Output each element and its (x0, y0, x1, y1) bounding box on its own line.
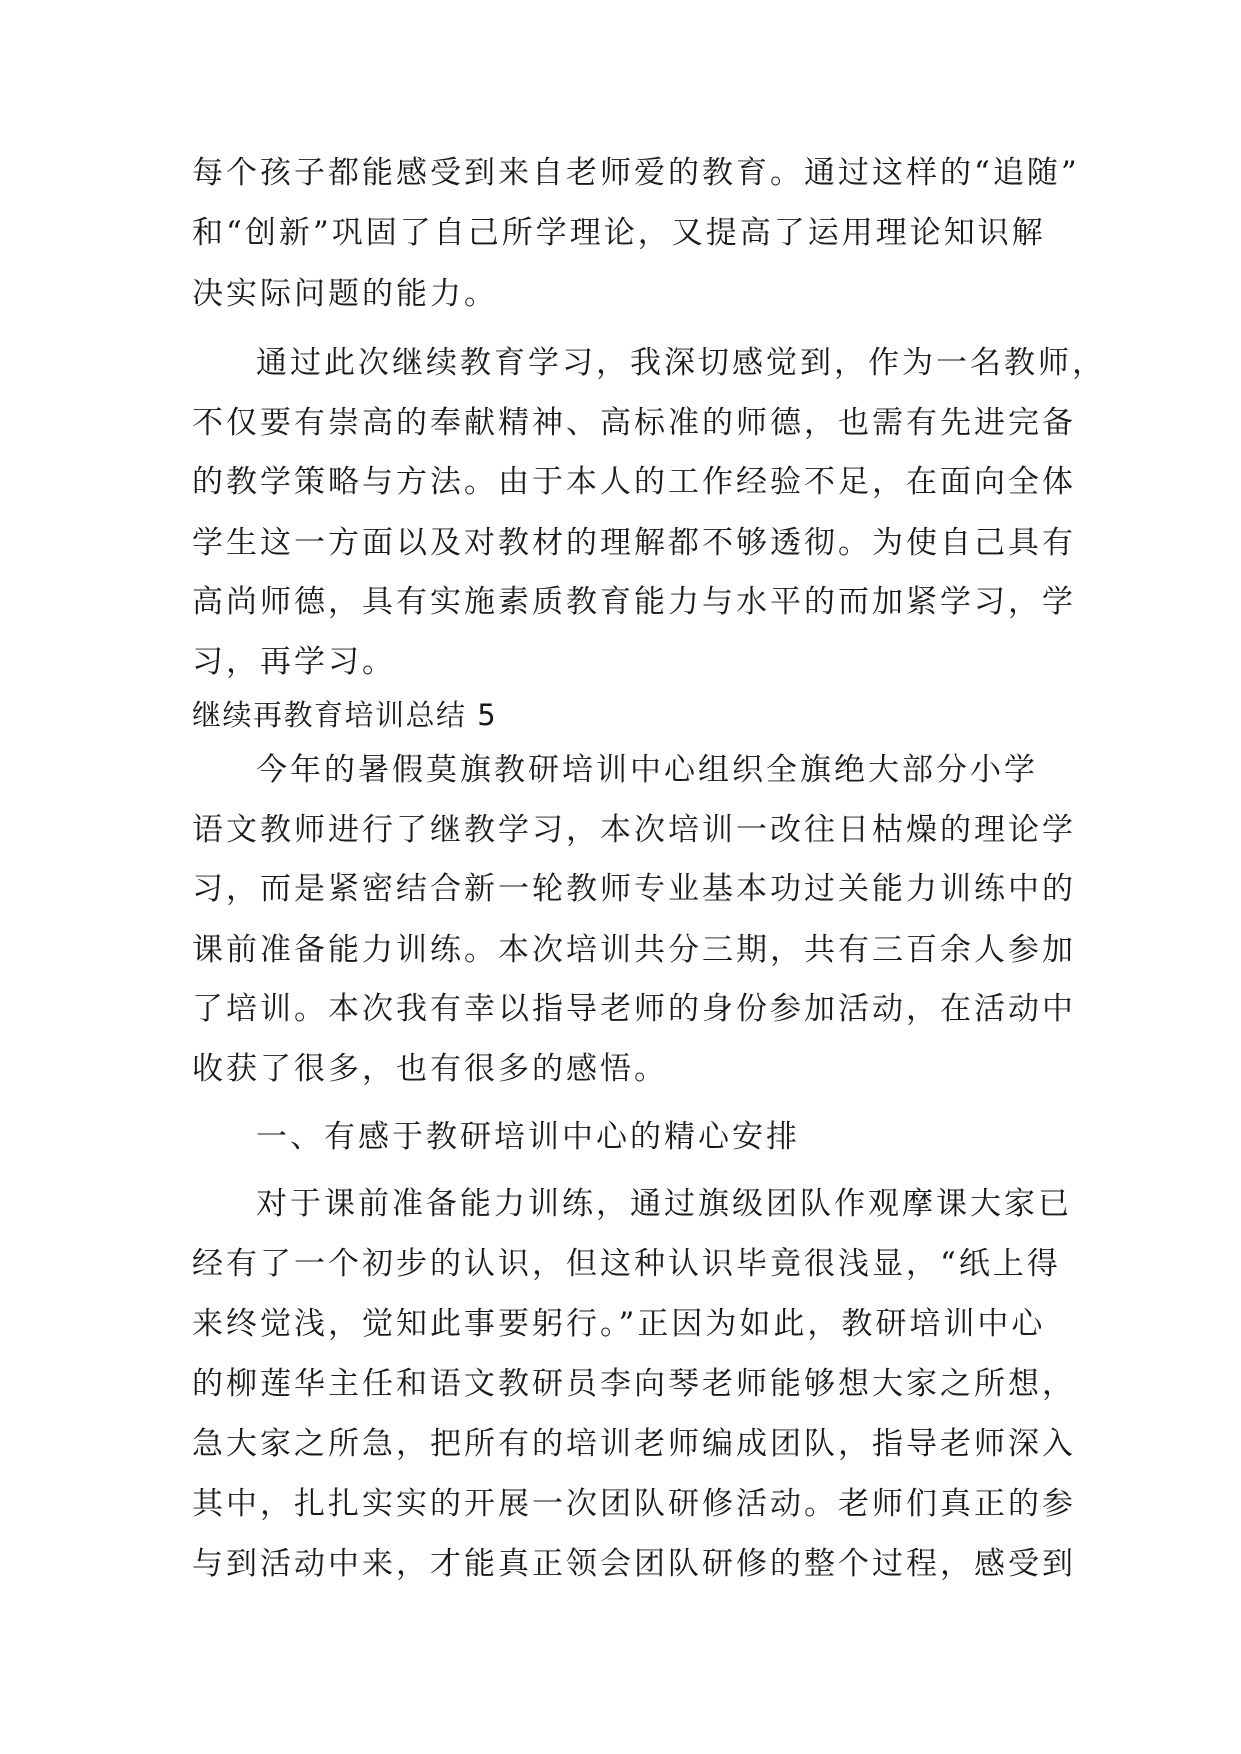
paragraph-line: 的教学策略与方法。由于本人的工作经验不足，在面向全体 (192, 464, 1076, 500)
paragraph-line: 课前准备能力训练。本次培训共分三期，共有三百余人参加 (192, 932, 1076, 968)
paragraph-line: 对于课前准备能力训练，通过旗级团队作观摩课大家已 (256, 1186, 1072, 1222)
paragraph-line: 今年的暑假莫旗教研培训中心组织全旗绝大部分小学 (256, 752, 1038, 788)
paragraph-line: 了培训。本次我有幸以指导老师的身份参加活动，在活动中 (192, 991, 1076, 1027)
paragraph-line: 和“创新”巩固了自己所学理论，又提高了运用理论知识解 (192, 215, 1046, 251)
paragraph-line: 其中，扎扎实实的开展一次团队研修活动。老师们真正的参 (192, 1486, 1076, 1522)
paragraph-line: 不仅要有崇高的奉献精神、高标准的师德，也需有先进完备 (192, 405, 1076, 441)
section-title: 继续再教育培训总结 5 (192, 698, 498, 732)
paragraph-line: 语文教师进行了继教学习，本次培训一改往日枯燥的理论学 (192, 812, 1076, 848)
paragraph-line: 通过此次继续教育学习，我深切感觉到，作为一名教师， (256, 345, 1106, 381)
paragraph-line: 与到活动中来，才能真正领会团队研修的整个过程，感受到 (192, 1546, 1076, 1582)
paragraph-line: 高尚师德，具有实施素质教育能力与水平的而加紧学习，学 (192, 584, 1076, 620)
subsection-heading: 一、有感于教研培训中心的精心安排 (256, 1119, 800, 1155)
paragraph-line: 学生这一方面以及对教材的理解都不够透彻。为使自己具有 (192, 525, 1076, 561)
paragraph-line: 来终觉浅，觉知此事要躬行。”正因为如此，教研培训中心 (192, 1306, 1046, 1342)
paragraph-line: 习，而是紧密结合新一轮教师专业基本功过关能力训练中的 (192, 871, 1076, 907)
paragraph-line: 的柳莲华主任和语文教研员李向琴老师能够想大家之所想， (192, 1366, 1076, 1402)
paragraph-line: 习，再学习。 (192, 644, 396, 680)
paragraph-line: 决实际问题的能力。 (192, 276, 498, 312)
paragraph-line: 经有了一个初步的认识，但这种认识毕竟很浅显，“纸上得 (192, 1246, 1061, 1282)
paragraph-line: 每个孩子都能感受到来自老师爱的教育。通过这样的“追随” (192, 155, 1080, 191)
paragraph-line: 急大家之所急，把所有的培训老师编成团队，指导老师深入 (192, 1426, 1076, 1462)
paragraph-line: 收获了很多，也有很多的感悟。 (192, 1051, 668, 1087)
